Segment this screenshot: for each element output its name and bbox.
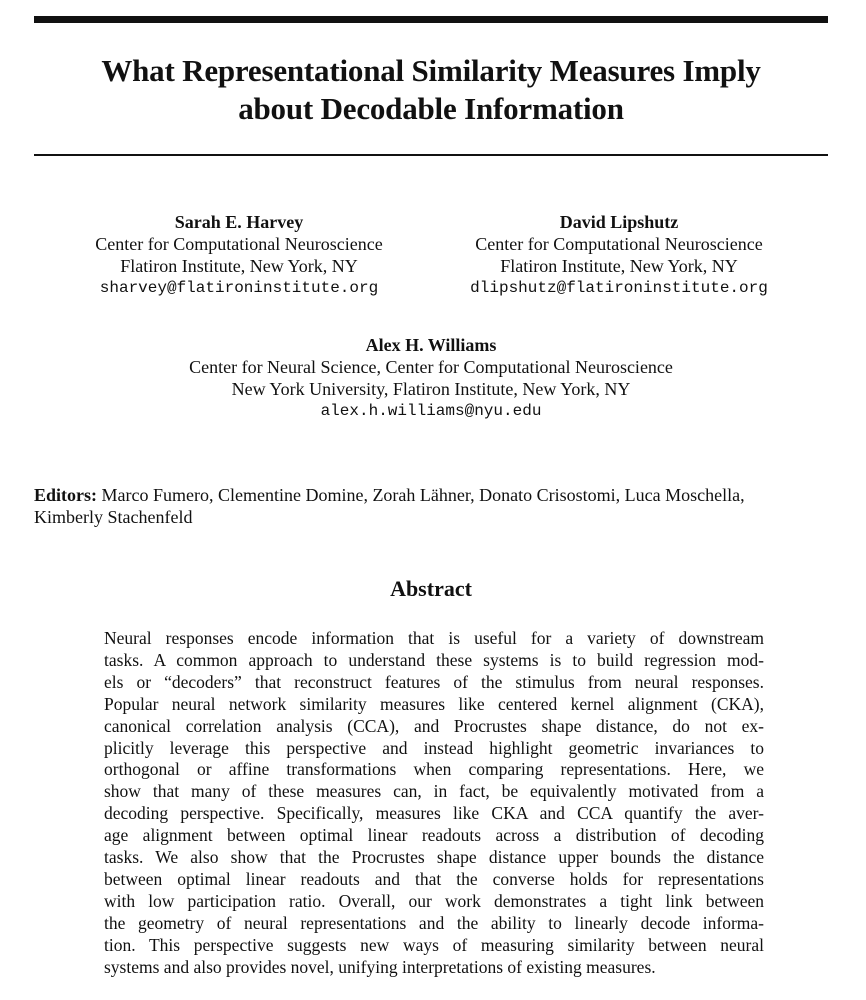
author-block xyxy=(133,334,729,422)
abstract-line: age alignment between optimal linear readouts across a distribution of decoding xyxy=(104,825,764,846)
author-affiliation: Flatiron Institute, New York, NY xyxy=(120,256,358,276)
editors-names-line: Marco Fumero, Clementine Domine, Zorah Lähner, Donato Crisostomi, Luca Moschella, xyxy=(101,485,745,505)
abstract-line: canonical correlation analysis (CCA), and Procrustes shape distance, do not ex- xyxy=(104,715,764,736)
author-email: dlipshutz@flatironinstitute.org xyxy=(470,279,768,297)
abstract-line: tasks. We also show that the Procrustes shape distance upper bounds the distance xyxy=(104,847,764,868)
editors-label: Editors: xyxy=(34,485,97,505)
abstract-line: Popular neural network similarity measures like centered kernel alignment (CKA), xyxy=(104,693,764,714)
abstract-line: systems and also provides novel, unifying interpretations of existing measures. xyxy=(104,956,656,977)
abstract-line: els or “decoders” that reconstruct features of the stimulus from neural responses. xyxy=(104,671,764,692)
author-affiliation: Flatiron Institute, New York, NY xyxy=(500,256,738,276)
abstract-line: between optimal linear readouts and that the converse holds for representations xyxy=(104,868,764,889)
abstract-line: show that many of these measures can, in fact, be equivalently motivated from a xyxy=(104,781,764,802)
abstract-line: plicitly leverage this perspective and instead highlight geometric invariances to xyxy=(104,737,764,758)
author-affiliation: Center for Computational Neuroscience xyxy=(95,234,383,254)
author-name: David Lipshutz xyxy=(559,212,679,232)
abstract-line: tasks. A common approach to understand these systems is to build regression mod- xyxy=(104,649,764,670)
abstract-heading: Abstract xyxy=(390,576,472,601)
abstract-line: decoding perspective. Specifically, measures like CKA and CCA quantify the aver- xyxy=(104,803,764,824)
abstract-line: orthogonal or affine transformations when comparing representations. Here, we xyxy=(104,759,764,780)
title-line: What Representational Similarity Measures Imply xyxy=(101,53,761,88)
top-rule xyxy=(34,16,828,23)
paper-title xyxy=(34,52,828,128)
title-rule xyxy=(34,154,828,156)
author-block xyxy=(424,211,814,299)
abstract-body xyxy=(104,628,764,979)
abstract-line: the geometry of neural representations and the ability to linearly decode informa- xyxy=(104,912,764,933)
author-block xyxy=(44,211,434,299)
author-name: Sarah E. Harvey xyxy=(174,212,304,232)
editors-list xyxy=(34,484,834,528)
editors-names-line: Kimberly Stachenfeld xyxy=(34,507,193,527)
author-name: Alex H. Williams xyxy=(365,335,497,355)
abstract-line: Neural responses encode information that is useful for a variety of downstream xyxy=(104,628,764,648)
author-email: sharvey@flatironinstitute.org xyxy=(99,279,379,297)
abstract-line: tion. This perspective suggests new ways of measuring similarity between neural xyxy=(104,934,764,955)
author-affiliation: Center for Neural Science, Center for Computational Neuroscience xyxy=(189,357,673,377)
title-line: about Decodable Information xyxy=(238,91,624,126)
author-email: alex.h.williams@nyu.edu xyxy=(320,402,542,420)
abstract-line: with low participation ratio. Overall, our work demonstrates a tight link between xyxy=(104,890,764,911)
author-affiliation: New York University, Flatiron Institute, New York, NY xyxy=(231,379,631,399)
author-affiliation: Center for Computational Neuroscience xyxy=(475,234,763,254)
